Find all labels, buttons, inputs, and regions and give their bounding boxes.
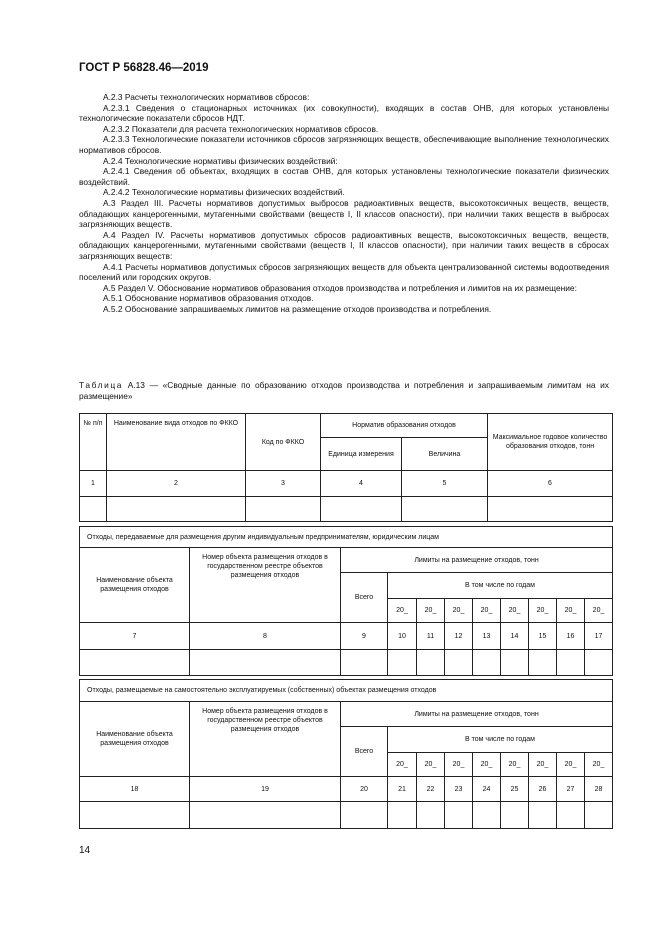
- own-placement-table: [79, 679, 613, 829]
- year-cell: 20_: [585, 753, 613, 777]
- table-row: [80, 802, 613, 829]
- year-cell: 20_: [445, 753, 473, 777]
- column-number: 26: [529, 777, 557, 802]
- year-cell: 20_: [417, 753, 445, 777]
- header-facility-name: Наименование объекта размещения отходов: [80, 702, 190, 777]
- section-title: Отходы, размещаемые на самостоятельно эксплуатируемых (собственных) объектах размещения отходов: [80, 680, 613, 702]
- paragraph: А.2.3.1 Сведения о стационарных источниках (их совокупности), входящих в состав ОНВ, для которых установлены технологические показатели сбросов НДТ.: [79, 102, 609, 124]
- column-number: 23: [445, 777, 473, 802]
- header-waste-name: Наименование вида отходов по ФККО: [107, 414, 246, 471]
- year-cell: 20_: [388, 599, 417, 623]
- column-number: 18: [80, 777, 190, 802]
- paragraph: А.4 Раздел IV. Расчеты нормативов допустимых сбросов радиоактивных веществ, высокотоксичных веществ, веществ, обладающих канцерогенными, мутагенными свойствами (веществ I, II классов опасности), при наличии таких веществ в сбросах загрязняющих веществ:: [79, 229, 609, 261]
- year-cell: 20_: [529, 753, 557, 777]
- year-cell: 20_: [445, 599, 473, 623]
- column-number: 11: [417, 623, 445, 650]
- paragraph: А.5.2 Обоснование запрашиваемых лимитов на размещение отходов производства и потребления.: [103, 303, 492, 314]
- year-cell: 20_: [529, 599, 557, 623]
- header-max-annual: Максимальное годовое количество образования отходов, тонн: [488, 414, 613, 471]
- header-by-years: В том числе по годам: [388, 573, 613, 599]
- year-cell: 20_: [417, 599, 445, 623]
- column-number: 5: [402, 471, 488, 497]
- header-unit: Единица измерения: [321, 438, 402, 471]
- paragraph: А.2.3.3 Технологические показатели источников сбросов загрязняющих веществ, обеспечивающие выполнение технологических нормативов сбросов.: [79, 134, 609, 155]
- column-number: 17: [585, 623, 613, 650]
- column-number: 15: [529, 623, 557, 650]
- document-header: ГОСТ Р 56828.46—2019: [79, 62, 209, 74]
- table-caption: [79, 380, 609, 401]
- column-number: 4: [321, 471, 402, 497]
- column-number: 25: [501, 777, 529, 802]
- header-limits: Лимиты на размещение отходов, тонн: [341, 548, 613, 573]
- year-cell: 20_: [557, 599, 585, 623]
- section-title: Отходы, передаваемые для размещения другим индивидуальным предпринимателям, юридическим лицам: [80, 527, 613, 548]
- header-registry-number: Номер объекта размещения отходов в государственном реестре объектов размещения отходов: [190, 702, 341, 777]
- column-number: 3: [246, 471, 321, 497]
- page-number: 14: [79, 845, 91, 856]
- paragraph: А.2.4 Технологические нормативы физических воздействий:: [103, 155, 338, 166]
- column-number: 6: [488, 471, 613, 497]
- header-generation-norm: Норматив образования отходов: [321, 414, 488, 438]
- column-number: 28: [585, 777, 613, 802]
- year-cell: 20_: [388, 753, 417, 777]
- column-number: 13: [473, 623, 501, 650]
- header-facility-name: Наименование объекта размещения отходов: [80, 548, 190, 623]
- column-number: 16: [557, 623, 585, 650]
- table-caption-label: Таблица: [79, 380, 124, 390]
- year-cell: 20_: [473, 599, 501, 623]
- year-cell: 20_: [557, 753, 585, 777]
- column-number: 24: [473, 777, 501, 802]
- column-number: 2: [107, 471, 246, 497]
- paragraph: А.5 Раздел V. Обоснование нормативов образования отходов производства и потребления и лимитов на их размещение:: [103, 282, 577, 293]
- paragraph: А.5.1 Обоснование нормативов образования отходов.: [103, 293, 314, 304]
- header-value: Величина: [402, 438, 488, 471]
- column-number: 7: [80, 623, 190, 650]
- table-caption-text: А.13 — «Сводные данные по образованию отходов производства и потребления и запрашиваемым лимитам на их размещение»: [79, 380, 609, 401]
- header-registry-number: Номер объекта размещения отходов в государственном реестре объектов размещения отходов: [190, 548, 341, 623]
- column-number: 1: [80, 471, 107, 497]
- paragraph: А.3 Раздел III. Расчеты нормативов допустимых выбросов радиоактивных веществ, высокотоксичных веществ, веществ, обладающих канцерогенными, мутагенными свойствами (веществ I, II классов опасности), при наличии таких веществ в выбросах загрязняющих веществ.: [79, 197, 609, 230]
- column-number: 27: [557, 777, 585, 802]
- header-total: Всего: [341, 573, 388, 623]
- column-number: 14: [501, 623, 529, 650]
- waste-generation-table: [79, 413, 613, 522]
- column-number: 21: [388, 777, 417, 802]
- year-cell: 20_: [585, 599, 613, 623]
- year-cell: 20_: [501, 753, 529, 777]
- column-number: 8: [190, 623, 341, 650]
- year-cell: 20_: [501, 599, 529, 623]
- column-number: 10: [388, 623, 417, 650]
- paragraph: А.4.1 Расчеты нормативов допустимых сбросов загрязняющих веществ для объекта централизованной системы водоотведения поселений или городских округов.: [79, 261, 609, 283]
- paragraph: А.2.3.2 Показатели для расчета технологических нормативов сбросов.: [103, 123, 379, 134]
- column-number: 9: [341, 623, 388, 650]
- column-number: 12: [445, 623, 473, 650]
- paragraph: А.2.4.1 Сведения об объектах, входящих в состав ОНВ, для которых установлены технологические показатели физических воздействий.: [79, 166, 609, 187]
- header-by-years: В том числе по годам: [388, 727, 613, 753]
- body-text: [79, 92, 609, 314]
- year-cell: 20_: [473, 753, 501, 777]
- column-number: 19: [190, 777, 341, 802]
- header-fkko-code: Код по ФККО: [246, 414, 321, 471]
- header-total: Всего: [341, 727, 388, 777]
- table-row: [80, 497, 613, 522]
- paragraph: А.2.4.2 Технологические нормативы физических воздействий.: [103, 187, 345, 198]
- header-num: № п/п: [80, 414, 107, 471]
- column-number: 20: [341, 777, 388, 802]
- header-limits: Лимиты на размещение отходов, тонн: [341, 702, 613, 727]
- column-number: 22: [417, 777, 445, 802]
- external-placement-table: [79, 526, 613, 676]
- table-row: [80, 650, 613, 676]
- paragraph: А.2.3 Расчеты технологических нормативов сбросов:: [103, 92, 310, 102]
